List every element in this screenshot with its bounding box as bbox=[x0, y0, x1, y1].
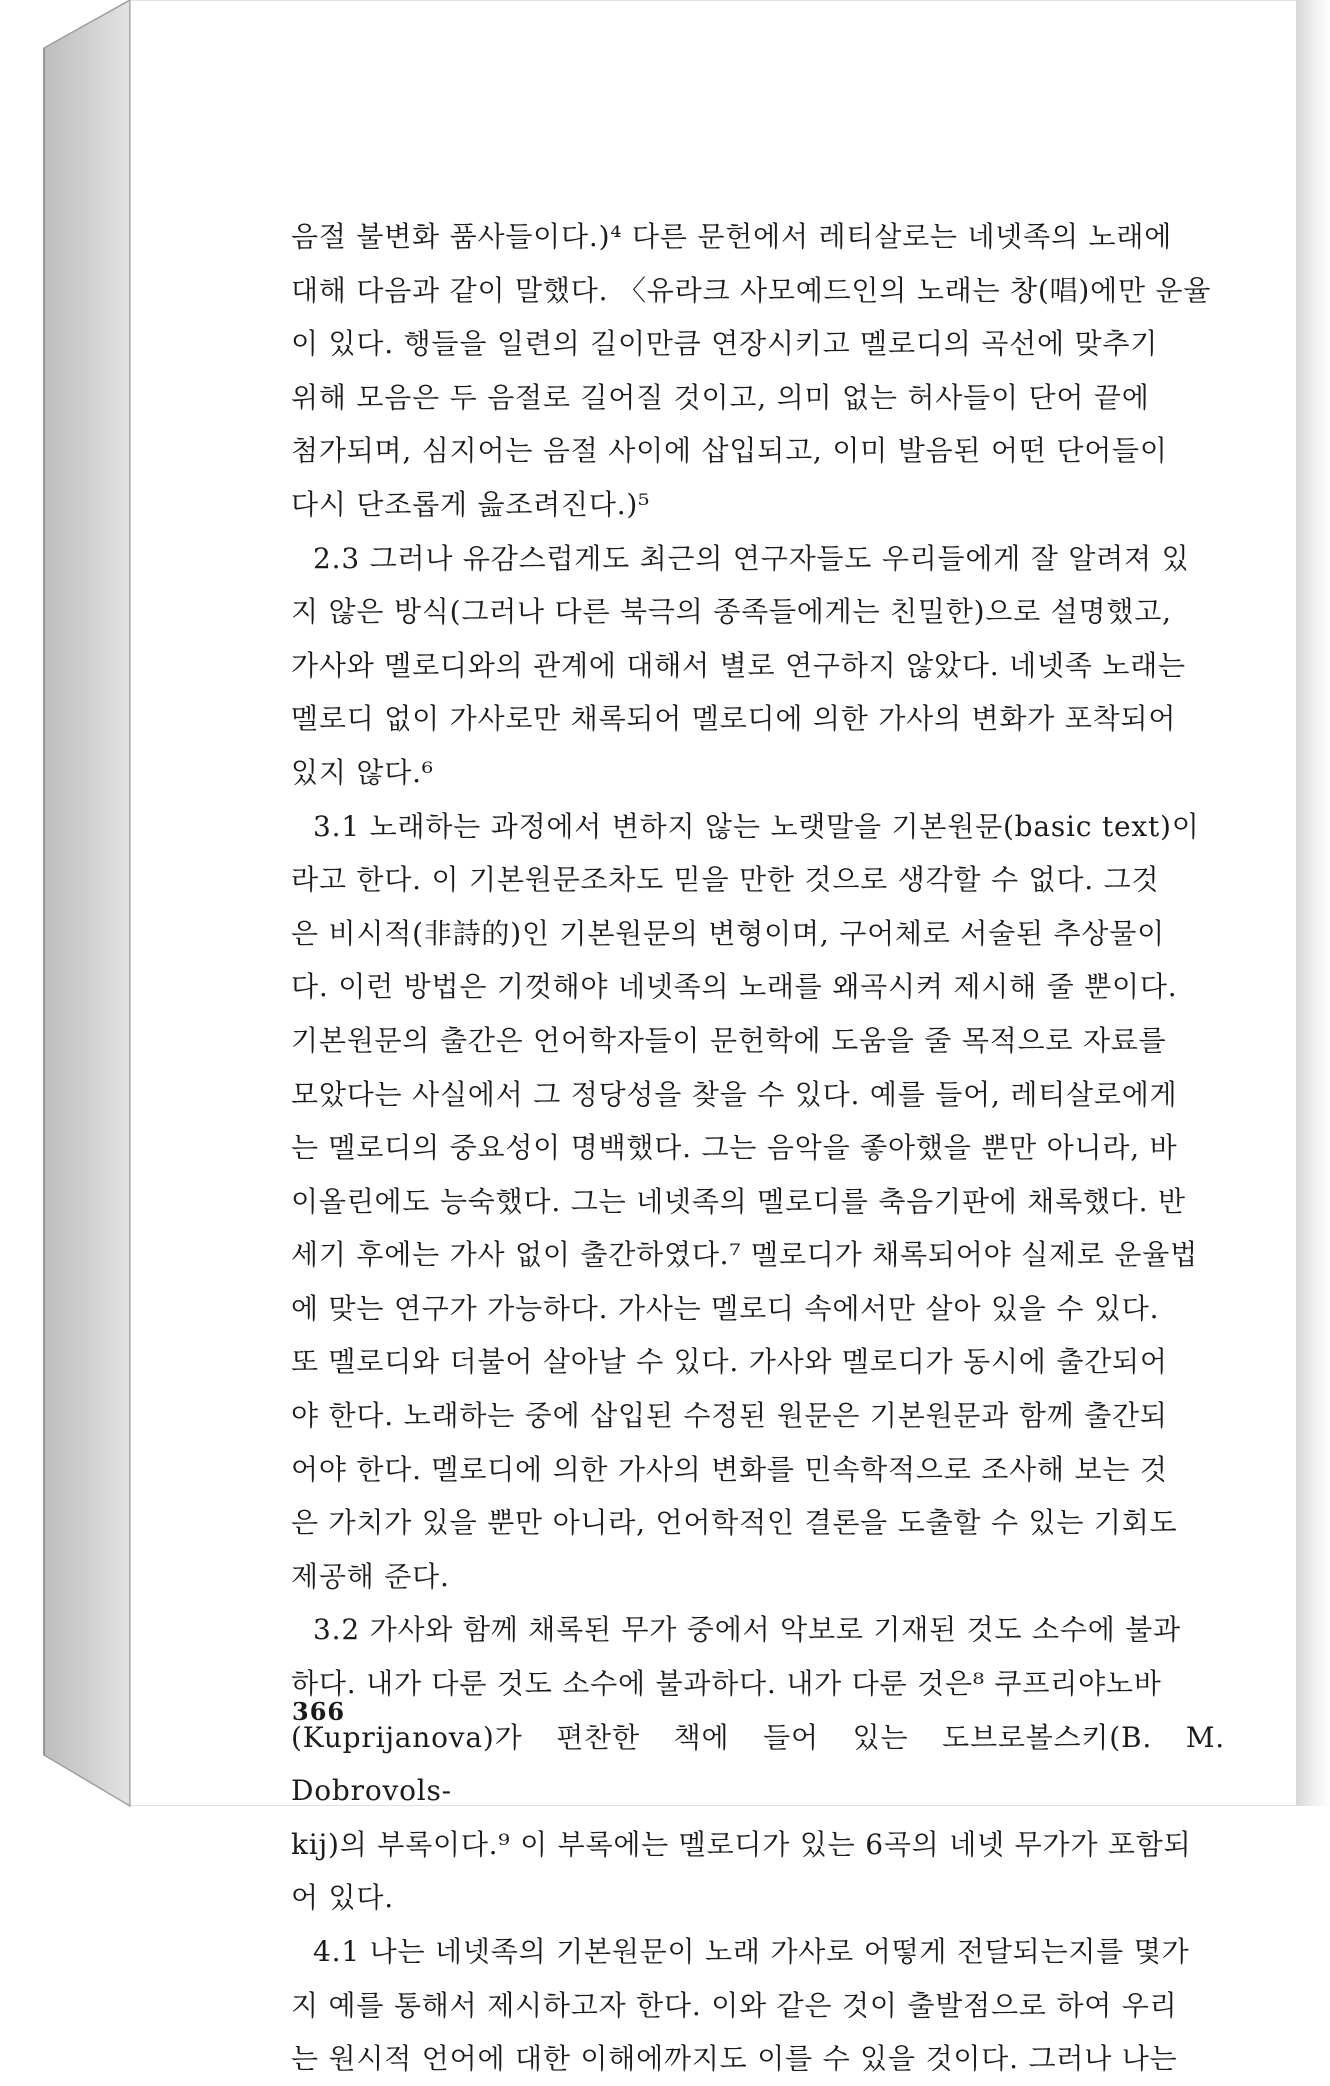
text-line: 야 한다. 노래하는 중에 삽입된 수정된 원문은 기본원문과 함께 출간되 bbox=[291, 1399, 1168, 1433]
text-line: (Kuprijanova)가 편찬한 책에 들어 있는 도브로볼스키(B. M. Dobrovols- bbox=[291, 1720, 1225, 1808]
book-page bbox=[130, 0, 1296, 2076]
text-line: 에 맞는 연구가 가능하다. 가사는 멜로디 속에서만 살아 있을 수 있다. bbox=[291, 1291, 1160, 1325]
text-line: 2.3 그러나 유감스럽게도 최근의 연구자들도 우리들에게 잘 알려져 있 bbox=[313, 541, 1190, 575]
paragraph-4-1 bbox=[291, 1925, 1225, 2086]
text-line: 다. 이런 방법은 기껏해야 네넷족의 노래를 왜곡시켜 제시해 줄 뿐이다. bbox=[291, 970, 1178, 1004]
text-line: 있지 않다.⁶ bbox=[291, 755, 434, 789]
text-line: 위해 모음은 두 음절로 길어질 것이고, 의미 없는 허사들이 단어 끝에 bbox=[291, 380, 1150, 414]
page-shadow bbox=[1296, 0, 1330, 1806]
text-line: 3.1 노래하는 과정에서 변하지 않는 노랫말을 기본원문(basic text)이 bbox=[313, 809, 1200, 843]
text-line: 어 있다. bbox=[291, 1881, 394, 1915]
text-line: 제공해 준다. bbox=[291, 1559, 450, 1593]
text-line: 하다. 내가 다룬 것도 소수에 불과하다. 내가 다룬 것은⁸ 쿠프리야노바 bbox=[291, 1667, 1162, 1701]
body-text bbox=[291, 210, 1225, 2086]
text-line: 세기 후에는 가사 없이 출간하였다.⁷ 멜로디가 채록되어야 실제로 운율법 bbox=[291, 1238, 1198, 1272]
text-line: 대해 다음과 같이 말했다. 〈유라크 사모예드인의 노래는 창(唱)에만 운율 bbox=[291, 273, 1212, 307]
paragraph-2-3 bbox=[291, 532, 1225, 800]
text-line: 이 있다. 행들을 일련의 길이만큼 연장시키고 멜로디의 곡선에 맞추기 bbox=[291, 327, 1159, 361]
text-line: 가사와 멜로디와의 관계에 대해서 별로 연구하지 않았다. 네넷족 노래는 bbox=[291, 648, 1186, 682]
text-line: 은 비시적(非詩的)인 기본원문의 변형이며, 구어체로 서술된 추상물이 bbox=[291, 916, 1165, 950]
paragraph-3-1 bbox=[291, 800, 1225, 1604]
text-line: 라고 한다. 이 기본원문조차도 믿을 만한 것으로 생각할 수 없다. 그것 bbox=[291, 863, 1160, 897]
text-line: 다시 단조롭게 읊조려진다.)⁵ bbox=[291, 487, 651, 521]
text-line: 지 않은 방식(그러나 다른 북극의 종족들에게는 친밀한)으로 설명했고, bbox=[291, 595, 1172, 629]
text-line: 기본원문의 출간은 언어학자들이 문헌학에 도움을 줄 목적으로 자료를 bbox=[291, 1023, 1167, 1057]
text-line: 첨가되며, 심지어는 음절 사이에 삽입되고, 이미 발음된 어떤 단어들이 bbox=[291, 434, 1168, 468]
text-line: 는 멜로디의 중요성이 명백했다. 그는 음악을 좋아했을 뿐만 아니라, 바 bbox=[291, 1131, 1178, 1165]
text-line: 3.2 가사와 함께 채록된 무가 중에서 악보로 기재된 것도 소수에 불과 bbox=[313, 1613, 1181, 1647]
text-line: 또 멜로디와 더불어 살아날 수 있다. 가사와 멜로디가 동시에 출간되어 bbox=[291, 1345, 1168, 1379]
text-line: 은 가치가 있을 뿐만 아니라, 언어학적인 결론을 도출할 수 있는 기회도 bbox=[291, 1506, 1178, 1540]
text-line: 음절 불변화 품사들이다.)⁴ 다른 문헌에서 레티살로는 네넷족의 노래에 bbox=[291, 220, 1173, 253]
text-line: 이올린에도 능숙했다. 그는 네넷족의 멜로디를 축음기판에 채록했다. 반 bbox=[291, 1184, 1186, 1218]
text-line: 멜로디 없이 가사로만 채록되어 멜로디에 의한 가사의 변화가 포착되어 bbox=[291, 702, 1177, 736]
text-line: 모았다는 사실에서 그 정당성을 찾을 수 있다. 예를 들어, 레티살로에게 bbox=[291, 1077, 1178, 1111]
text-line: 4.1 나는 네넷족의 기본원문이 노래 가사로 어떻게 전달되는지를 몇가 bbox=[313, 1935, 1190, 1968]
text-line: kij)의 부록이다.⁹ 이 부록에는 멜로디가 있는 6곡의 네넷 무가가 포함되 bbox=[291, 1827, 1192, 1861]
text-line: 지 예를 통해서 제시하고자 한다. 이와 같은 것이 출발점으로 하여 우리 bbox=[291, 1988, 1178, 2022]
text-line: 어야 한다. 멜로디에 의한 가사의 변화를 민속학적으로 조사해 보는 것 bbox=[291, 1452, 1168, 1486]
paragraph-1 bbox=[291, 210, 1225, 532]
paragraph-3-2 bbox=[291, 1603, 1225, 1925]
page-number: 366 bbox=[292, 1697, 346, 1726]
text-line: 는 원시적 언어에 대한 이해에까지도 이를 수 있을 것이다. 그러나 나는 bbox=[291, 2042, 1178, 2076]
